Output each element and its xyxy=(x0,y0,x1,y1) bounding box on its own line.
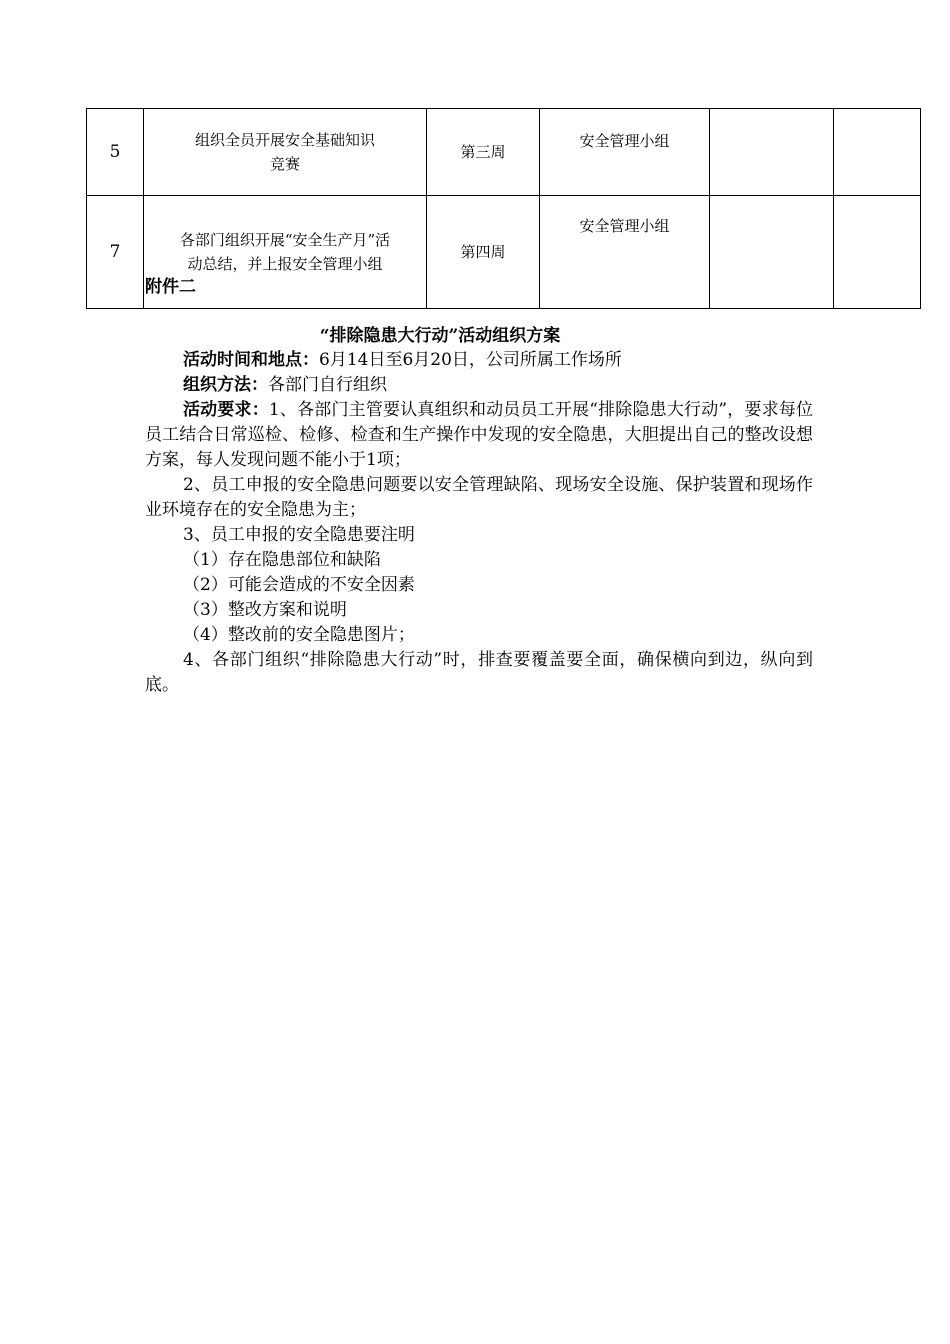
requirement-4: 4、各部门组织“排除隐患大行动”时，排查要覆盖要全面，确保横向到边，纵向到底。 xyxy=(145,650,813,695)
time-place-label: 活动时间和地点： xyxy=(183,350,319,370)
task-text-line: 动总结，并上报安全管理小组 xyxy=(187,255,383,273)
time-place-value: 6月14日至6月20日，公司所属工作场所 xyxy=(319,350,622,370)
requirements-paragraph xyxy=(145,398,813,473)
requirement-2: 2、员工申报的安全隐患问题要以安全管理缺陷、现场安全设施、保护装置和现场作业环境存在的安全隐患为主； xyxy=(145,475,813,520)
empty-cell xyxy=(710,109,834,196)
document-title: “排除隐患大行动”活动组织方案 xyxy=(319,326,561,346)
task-text-line: 竞赛 xyxy=(269,155,300,173)
empty-cell xyxy=(834,196,921,309)
requirement-3-item: （2）可能会造成的不安全因素 xyxy=(183,575,415,595)
department-cell: 安全管理小组 xyxy=(540,109,710,196)
requirement-3-item: （1）存在隐患部位和缺陷 xyxy=(183,550,381,570)
table-row xyxy=(87,109,921,196)
task-text-line: 组织全员开展安全基础知识 xyxy=(194,131,375,149)
row-number: 5 xyxy=(87,109,144,196)
requirement-1: 1、各部门主管要认真组织和动员员工开展“排除隐患大行动”，要求每位员工结合日常巡检、检修、检查和生产操作中发现的安全隐患，大胆提出自己的整改设想方案，每人发现问题不能小于1项； xyxy=(145,400,813,470)
document-body xyxy=(145,348,813,698)
requirement-3-item: （3）整改方案和说明 xyxy=(183,600,347,620)
activity-schedule-table xyxy=(86,108,921,309)
method-label: 组织方法： xyxy=(183,375,268,395)
department-cell: 安全管理小组 xyxy=(540,196,710,309)
week-cell: 第三周 xyxy=(427,109,540,196)
requirement-3-item: （4）整改前的安全隐患图片； xyxy=(183,625,415,645)
table-row xyxy=(87,196,921,309)
attachment-label: 附件二 xyxy=(145,277,196,297)
empty-cell xyxy=(710,196,834,309)
task-cell xyxy=(144,109,427,196)
method-value: 各部门自行组织 xyxy=(268,375,387,395)
requirement-3: 3、员工申报的安全隐患要注明 xyxy=(183,525,415,545)
method-paragraph xyxy=(145,373,813,398)
week-cell: 第四周 xyxy=(427,196,540,309)
row-number: 7 xyxy=(87,196,144,309)
requirements-label: 活动要求： xyxy=(183,400,269,420)
empty-cell xyxy=(834,109,921,196)
time-place-paragraph xyxy=(145,348,813,373)
task-text-line: 各部门组织开展“安全生产月”活 xyxy=(179,231,391,249)
